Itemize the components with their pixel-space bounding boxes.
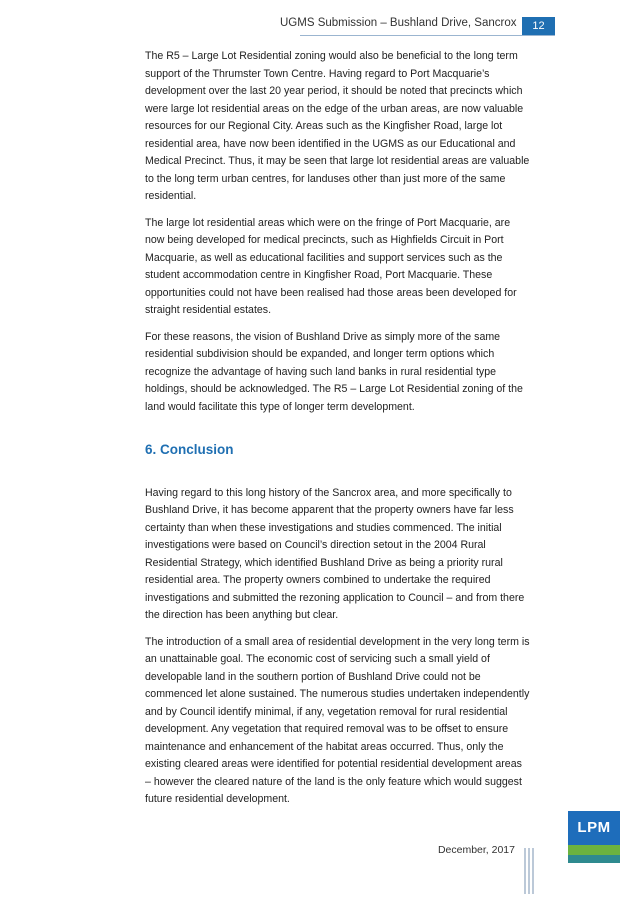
footer-date: December, 2017 xyxy=(437,844,515,856)
footer-rule xyxy=(532,848,534,894)
header-divider xyxy=(300,35,555,36)
footer-rule xyxy=(524,848,526,894)
body-paragraph: For these reasons, the vision of Bushland Drive as simply more of the same residential subdivision should be expanded, and longer term options which recognize the advantage of having such land banks in rural residential type holdings, should be acknowledged. The R5 – Large Lot Residential zoning of the land would facilitate this type of longer term development. xyxy=(145,330,523,413)
logo-green-band xyxy=(568,845,620,855)
logo-text: LPM xyxy=(568,811,620,845)
page-number-badge: 12 xyxy=(522,17,555,35)
document-body xyxy=(145,48,530,818)
body-paragraph: The introduction of a small area of residential development in the very long term is an unattainable goal. The economic cost of servicing such a small yield of developable land in the southern portion of Bushland Drive could not be commenced let alone sustained. The numerous studies undertaken independently and by Council identify minimal, if any, vegetation removal for rural residential development. Any vegetation that required removal was to be offset to ensure maintenance and enhancement of the habitat areas occurred. Thus, only the existing cleared areas were identified for potential residential development areas – however the cleared nature of the land is the only feature which would suggest future residential development. xyxy=(145,635,530,805)
lpm-logo xyxy=(568,811,620,863)
body-paragraph: Having regard to this long history of the Sancrox area, and more specifically to Bushland Drive, it has become apparent that the property owners have far less certainty than when these investigations and studies commenced. The initial investigations were based on Council’s direction setout in the 2004 Rural Residential Strategy, which identified Bushland Drive as being a priority rural residential area. The property owners combined to undertake the required investigations and submitted the rezoning application to Council – and from there the direction has been anything but clear. xyxy=(145,486,525,621)
body-paragraph: The R5 – Large Lot Residential zoning would also be beneficial to the long term support of the Thrumster Town Centre. Having regard to Port Macquarie’s development over the last 20 year period, it should be noted that precincts which were large lot residential areas on the edge of the urban areas, are now valuable resources for our Regional City. Areas such as the Kingfisher Road, large lot residential area, have now been identified in the UGMS as our Educational and Medical Precinct. Thus, it may be seen that large lot residential areas are valuable to the long term urban centres, for landuses other than just more of the same residential. xyxy=(145,50,530,202)
body-paragraph: The large lot residential areas which were on the fringe of Port Macquarie, are now being developed for medical precincts, such as Highfields Circuit in Port Macquarie, as well as educational facilities and support services such as the student accommodation centre in Kingfisher Road, Port Macquarie. These opportunities could not have been realised had those areas been developed for straight residential estates. xyxy=(145,216,517,316)
footer-rule xyxy=(528,848,530,894)
header-title: UGMS Submission – Bushland Drive, Sancrox xyxy=(280,17,517,29)
logo-teal-band xyxy=(568,855,620,863)
section-heading: 6. Conclusion xyxy=(145,442,234,457)
